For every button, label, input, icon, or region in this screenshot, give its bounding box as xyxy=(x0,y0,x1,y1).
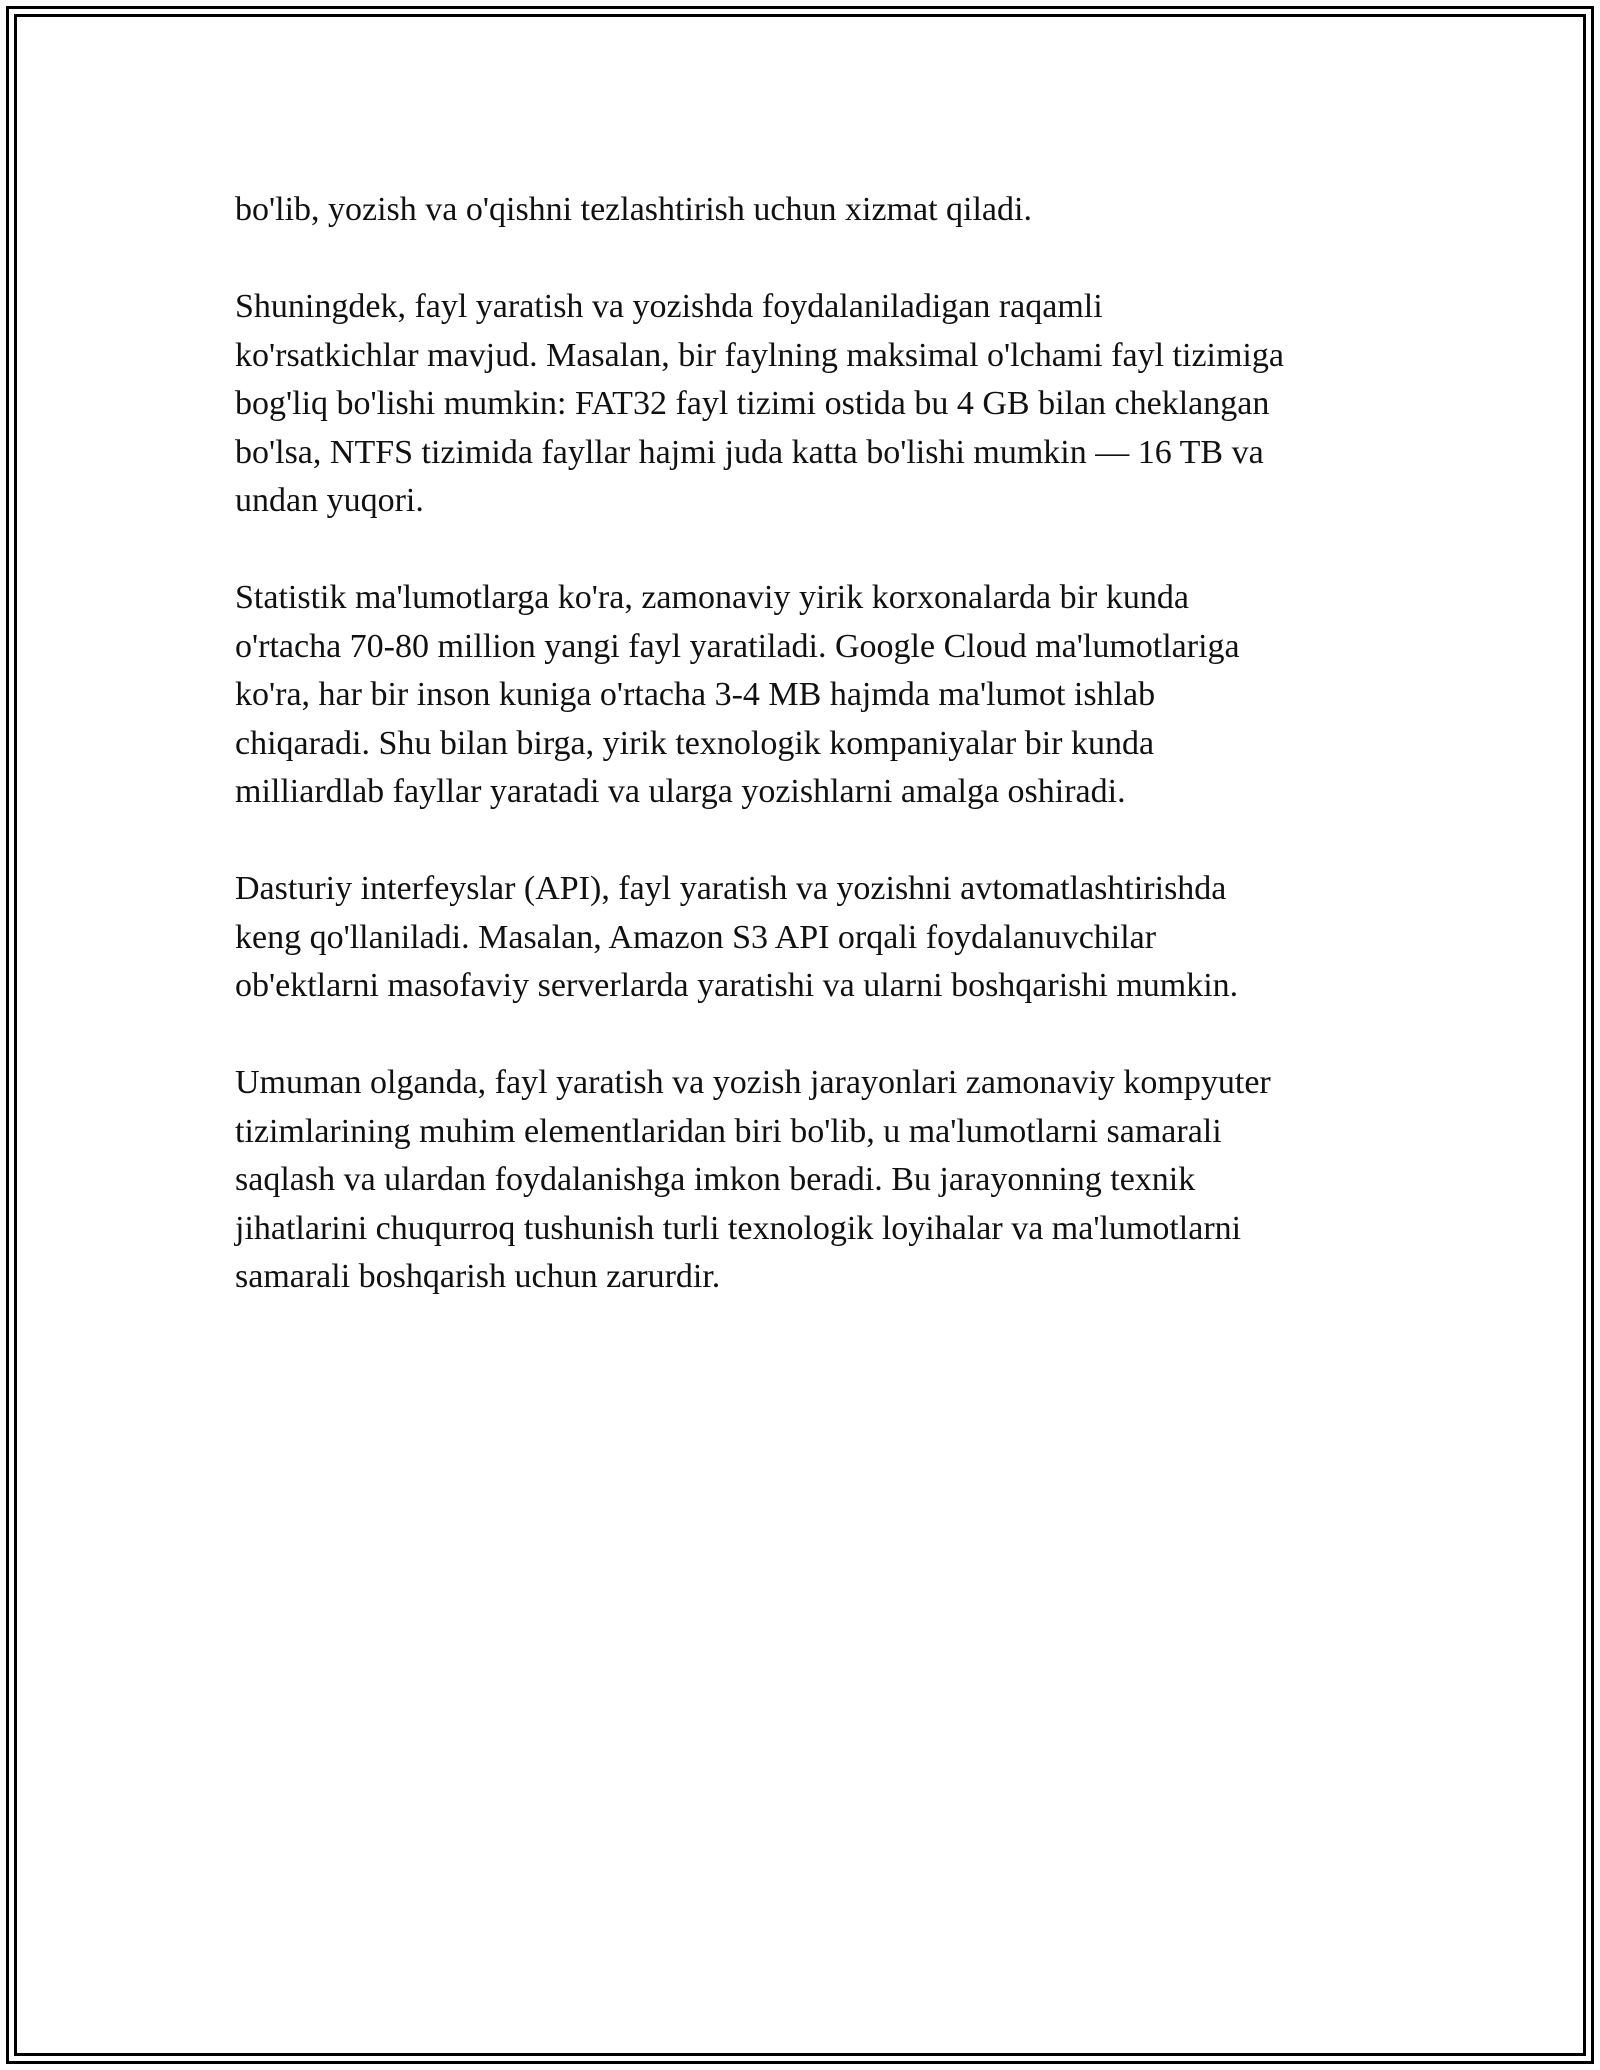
paragraph xyxy=(235,1059,1395,1302)
paragraph xyxy=(235,865,1395,1011)
text-line: bo'lib, yozish va o'qishni tezlashtirish uchun xizmat qiladi. xyxy=(235,191,1032,228)
text-line: samarali boshqarish uchun zarurdir. xyxy=(235,1258,721,1295)
text-line: milliardlab fayllar yaratadi va ularga yozishlarni amalga oshiradi. xyxy=(235,773,1126,810)
text-line: Shuningdek, fayl yaratish va yozishda foydalaniladigan raqamli xyxy=(235,288,1103,325)
text-line: Umuman olganda, fayl yaratish va yozish jarayonlari zamonaviy kompyuter xyxy=(235,1064,1271,1101)
text-line: ko'ra, har bir inson kuniga o'rtacha 3-4 MB hajmda ma'lumot ishlab xyxy=(235,676,1156,713)
paragraph xyxy=(235,186,1395,235)
text-line: keng qo'llaniladi. Masalan, Amazon S3 API orqali foydalanuvchilar xyxy=(235,918,1157,956)
text-line: Statistik ma'lumotlarga ko'ra, zamonaviy yirik korxonalarda bir kunda xyxy=(235,579,1189,616)
paragraph xyxy=(235,574,1395,817)
text-line: undan yuqori. xyxy=(235,482,424,519)
text-line: o'rtacha 70-80 million yangi fayl yaratiladi. Google Cloud ma'lumotlariga xyxy=(235,627,1240,665)
text-line: chiqaradi. Shu bilan birga, yirik texnologik kompaniyalar bir kunda xyxy=(235,724,1155,762)
text-line: ob'ektlarni masofaviy serverlarda yaratishi va ularni boshqarishi mumkin. xyxy=(235,967,1239,1004)
text-line: bog'liq bo'lishi mumkin: FAT32 fayl tizimi ostida bu 4 GB bilan cheklangan xyxy=(235,385,1270,422)
text-line: saqlash va ulardan foydalanishga imkon beradi. Bu jarayonning texnik xyxy=(235,1161,1196,1198)
text-line: jihatlarini chuqurroq tushunish turli texnologik loyihalar va ma'lumotlarni xyxy=(235,1209,1242,1247)
paragraph xyxy=(235,283,1395,526)
text-line: ko'rsatkichlar mavjud. Masalan, bir faylning maksimal o'lchami fayl tizimiga xyxy=(235,336,1284,374)
text-line: bo'lsa, NTFS tizimida fayllar hajmi juda katta bo'lishi mumkin — 16 TB va xyxy=(235,433,1264,471)
text-line: tizimlarining muhim elementlaridan biri bo'lib, u ma'lumotlarni samarali xyxy=(235,1112,1222,1150)
document-body xyxy=(235,186,1395,1350)
text-line: Dasturiy interfeyslar (API), fayl yaratish va yozishni avtomatlashtirishda xyxy=(235,870,1227,907)
